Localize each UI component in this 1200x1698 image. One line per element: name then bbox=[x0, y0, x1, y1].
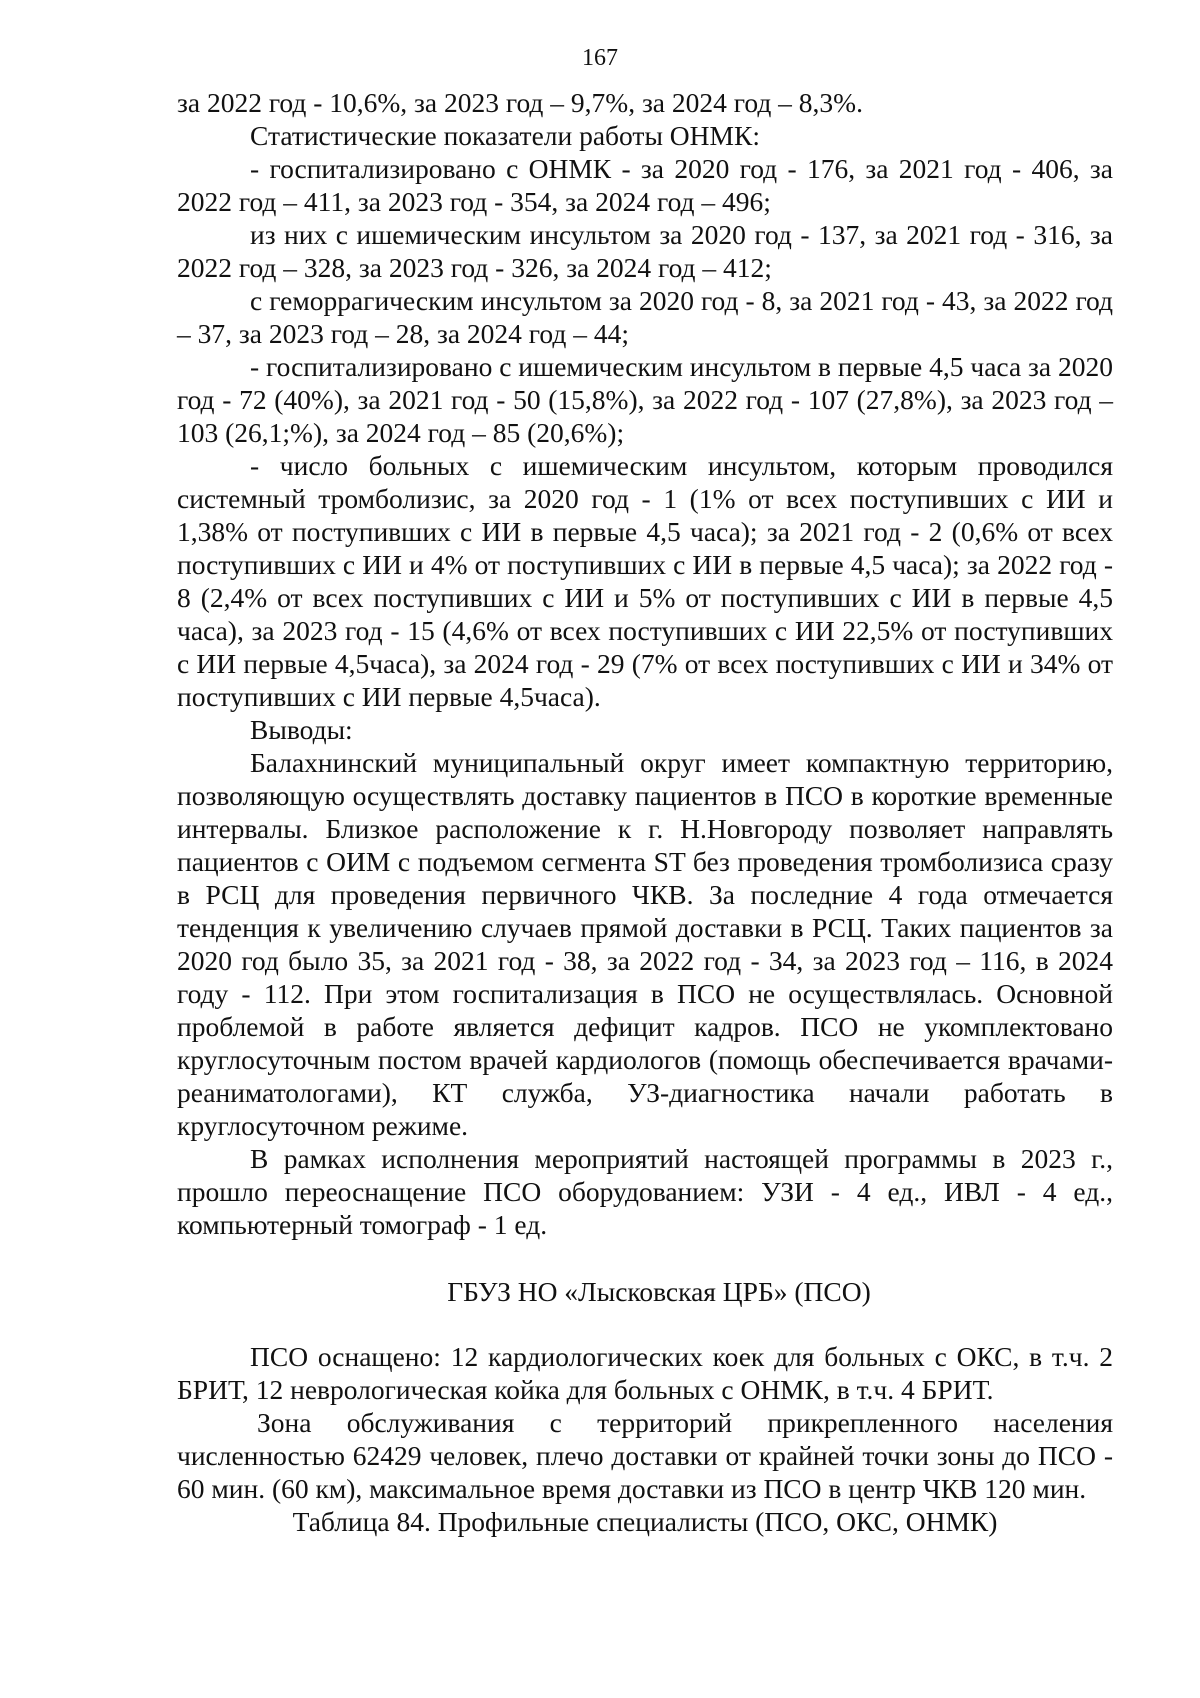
paragraph-first-hours: - госпитализировано с ишемическим инсультом в первые 4,5 часа за 2020 год - 72 (40%), за 2021 год - 50 (15,8%), за 2022 год - 107 (27,8%), за 2023 год – 103 (26,1;%), за 2024 год – 85 (20,6%); bbox=[177, 351, 1113, 448]
paragraph-conclusions-title: Выводы: bbox=[250, 714, 353, 745]
paragraph-service-zone: Зона обслуживания с территорий прикрепленного населения численностью 62429 человек, плечо доставки от крайней точки зоны до ПСО - 60 мин. (60 км), максимальное время доставки из ПСО в центр ЧКВ 120 мин. bbox=[177, 1407, 1113, 1504]
paragraph-equipment: В рамках исполнения мероприятий настоящей программы в 2023 г., прошло переоснащение ПСО оборудованием: УЗИ - 4 ед., ИВЛ - 4 ед., компьютерный томограф - 1 ед. bbox=[177, 1143, 1113, 1240]
paragraph-rates: за 2022 год - 10,6%, за 2023 год – 9,7%, за 2024 год – 8,3%. bbox=[177, 87, 863, 118]
page-body bbox=[177, 86, 1113, 1538]
paragraph-hospitalized-onmk: - госпитализировано с ОНМК - за 2020 год - 176, за 2021 год - 406, за 2022 год – 411, за 2023 год - 354, за 2024 год – 496; bbox=[177, 153, 1113, 217]
page-number: 167 bbox=[582, 45, 618, 71]
paragraph-thrombolysis: - число больных с ишемическим инсультом, которым проводился системный тромболизис, за 2020 год - 1 (1% от всех поступивших с ИИ и 1,38% от поступивших с ИИ в первые 4,5 часа); за 2021 год - 2 (0,6% от всех поступивших с ИИ и 4% от поступивших с ИИ в первые 4,5 часа); за 2022 год - 8 (2,4% от всех поступивших с ИИ и 5% от поступивших с ИИ в первые 4,5 часа), за 2023 год - 15 (4,6% от всех поступивших с ИИ 22,5% от поступивших с ИИ первые 4,5часа), за 2024 год - 29 (7% от всех поступивших с ИИ и 34% от поступивших с ИИ первые 4,5часа). bbox=[177, 450, 1113, 712]
paragraph-hemorrhagic-stroke: с геморрагическим инсультом за 2020 год - 8, за 2021 год - 43, за 2022 год – 37, за 2023 год – 28, за 2024 год – 44; bbox=[177, 285, 1113, 349]
section-heading: ГБУЗ НО «Лысковская ЦРБ» (ПСО) bbox=[447, 1276, 871, 1307]
paragraph-onmk-stats-title: Статистические показатели работы ОНМК: bbox=[250, 120, 760, 151]
paragraph-conclusions: Балахнинский муниципальный округ имеет компактную территорию, позволяющую осуществлять доставку пациентов в ПСО в короткие временные интервалы. Близкое расположение к г. Н.Новгороду позволяет направлять пациентов с ОИМ с подъемом сегмента ST без проведения тромболизиса сразу в РСЦ для проведения первичного ЧКВ. За последние 4 года отмечается тенденция к увеличению случаев прямой доставки в РСЦ. Таких пациентов за 2020 год было 35, за 2021 год - 38, за 2022 год - 34, за 2023 год – 116, в 2024 году - 112. При этом госпитализация в ПСО не осуществлялась. Основной проблемой в работе является дефицит кадров. ПСО не укомплектовано круглосуточным постом врачей кардиологов (помощь обеспечивается врачами-реаниматологами), КТ служба, УЗ-диагностика начали работать в круглосуточном режиме. bbox=[177, 747, 1113, 1141]
paragraph-beds: ПСО оснащено: 12 кардиологических коек для больных с ОКС, в т.ч. 2 БРИТ, 12 неврологическая койка для больных с ОНМК, в т.ч. 4 БРИТ. bbox=[177, 1341, 1113, 1405]
table-caption: Таблица 84. Профильные специалисты (ПСО, ОКС, ОНМК) bbox=[292, 1506, 998, 1537]
paragraph-ischemic-stroke: из них с ишемическим инсультом за 2020 год - 137, за 2021 год - 316, за 2022 год – 328, за 2023 год - 326, за 2024 год – 412; bbox=[177, 219, 1113, 283]
